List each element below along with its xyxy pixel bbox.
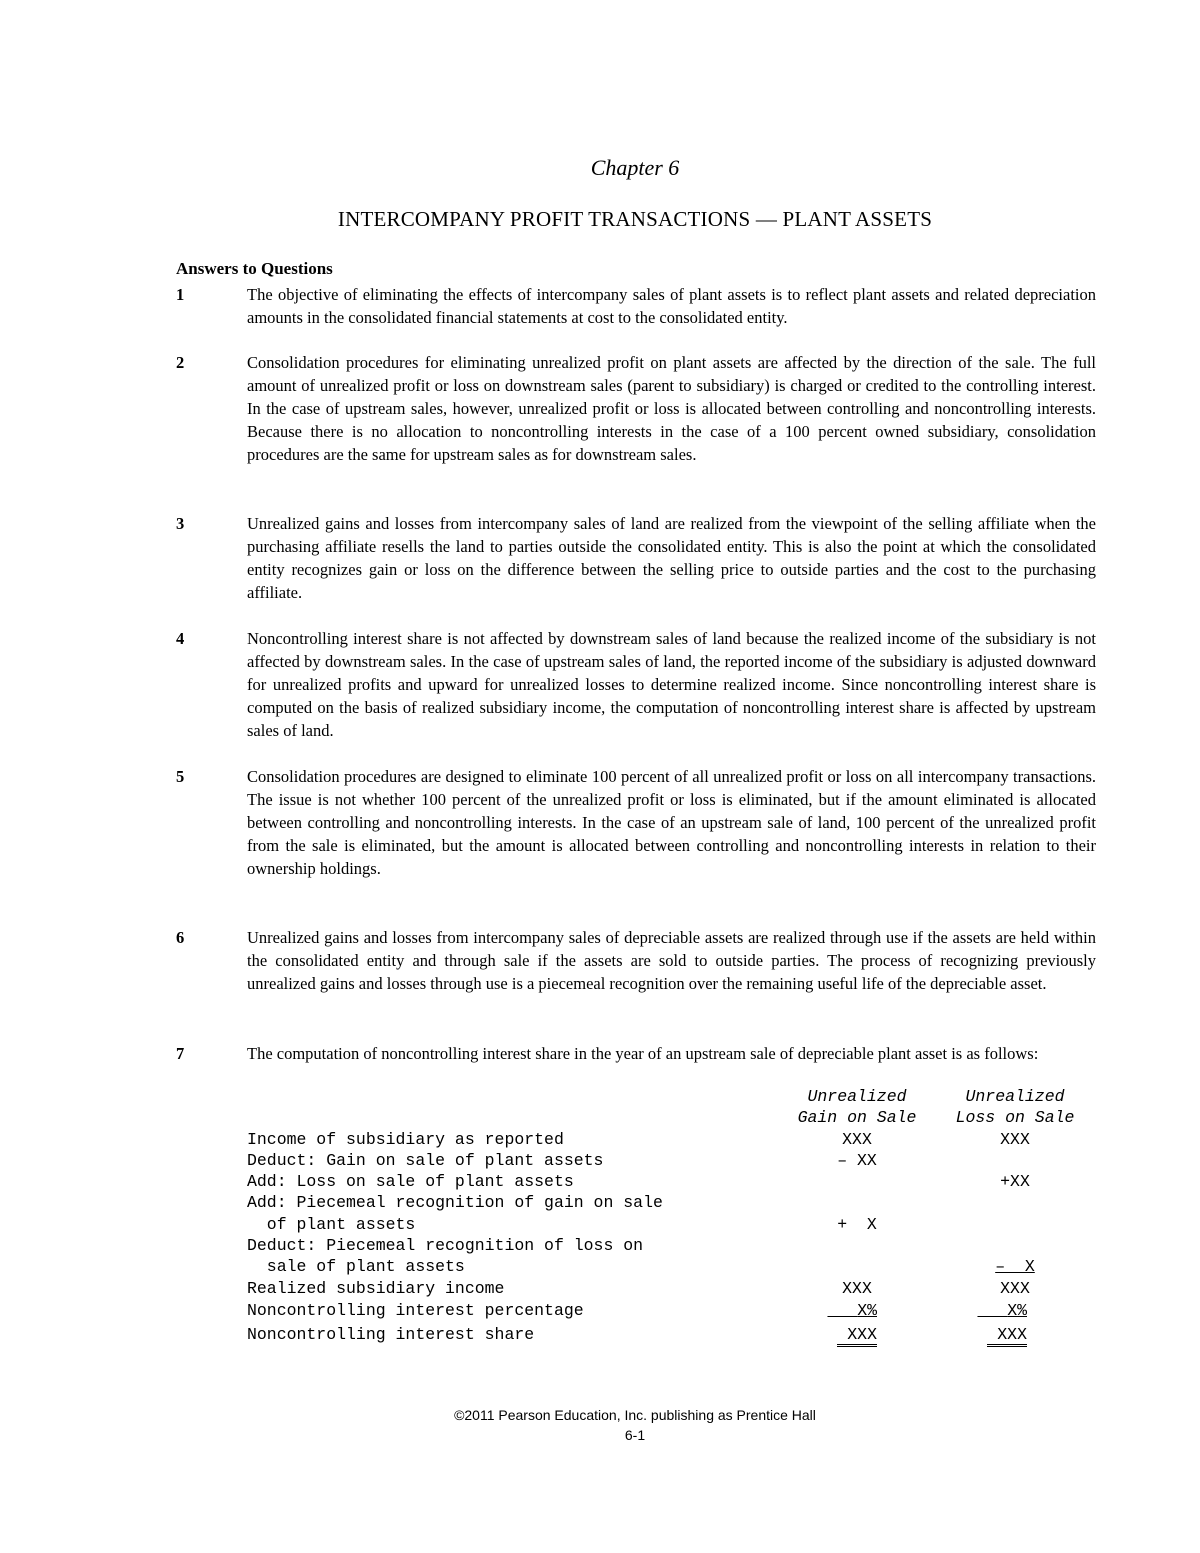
row-label: Deduct: Piecemeal recognition of loss on xyxy=(247,1236,644,1256)
computation-row xyxy=(247,1150,1107,1171)
row-label xyxy=(247,1299,584,1323)
col1-header-line1: Unrealized xyxy=(807,1087,907,1106)
row-label xyxy=(247,1323,534,1347)
row-label: Income of subsidiary as reported xyxy=(247,1129,564,1149)
chapter-label: Chapter 6 xyxy=(590,155,680,180)
row-loss-value-text: X% xyxy=(1007,1300,1027,1320)
row-gain-value-wrap xyxy=(787,1323,877,1347)
row-loss-value: XXX xyxy=(1000,1278,1030,1298)
row-gain-value: XXX xyxy=(842,1129,872,1149)
computation-row xyxy=(247,1171,1107,1192)
computation-row xyxy=(247,1299,1107,1323)
copyright-notice: ©2011 Pearson Education, Inc. publishing as Prentice Hall xyxy=(454,1407,816,1423)
row-loss-value xyxy=(987,1326,1027,1347)
row-loss-value: – X xyxy=(995,1257,1035,1277)
row-label: Realized subsidiary income xyxy=(247,1278,505,1298)
row-label: sale of plant assets xyxy=(247,1257,465,1277)
row-label-part-b: interest share xyxy=(385,1324,535,1344)
answer-number: 7 xyxy=(176,1044,185,1063)
computation-header-row xyxy=(247,1107,1107,1128)
computation-row xyxy=(247,1256,1107,1277)
row-gain-value-text: XXX xyxy=(847,1324,877,1344)
row-loss-value-text: XXX xyxy=(997,1324,1027,1344)
answer-text: Unrealized gains and losses from intercompany sales of depreciable assets are realized through use if the assets are held within the consolidated entity and through sale if the assets are sold to outside parties. The process of recognizing previously unrealized gains and losses through use is a piecemeal recognition over the remaining useful life of the depreciable asset. xyxy=(247,928,1096,993)
row-label: Add: Loss on sale of plant assets xyxy=(247,1172,574,1192)
computation-row xyxy=(247,1129,1107,1150)
answer-number: 4 xyxy=(176,629,185,648)
row-loss-value: XXX xyxy=(1000,1129,1030,1149)
answer-item xyxy=(176,512,1096,604)
row-gain-value-text: X% xyxy=(857,1300,877,1320)
answer-item xyxy=(176,926,1096,995)
row-label-part-a: Noncontrolling xyxy=(247,1300,386,1320)
computation-row xyxy=(247,1214,1107,1235)
row-loss-value: +XX xyxy=(1000,1172,1030,1192)
section-heading: Answers to Questions xyxy=(176,259,333,278)
computation-header-row xyxy=(247,1086,1107,1107)
row-label-part-a: Noncontrolling xyxy=(247,1324,386,1344)
row-loss-value-wrap xyxy=(947,1323,1027,1347)
row-label: Add: Piecemeal recognition of gain on sale xyxy=(247,1193,663,1213)
answer-item xyxy=(176,765,1096,880)
answer-text: Consolidation procedures for eliminating unrealized profit on plant assets are affected by the direction of the sale. The full amount of unrealized profit or loss on downstream sales (parent to subsidiary) is charged or credited to the controlling interest. In the case of upstream sales, however, unrealized profit or loss is allocated between controlling and noncontrolling interests. Because there is no allocation to noncontrolling interests in the case of a 100 percent owned subsidiary, consolidation procedures are the same for upstream sales as for downstream sales. xyxy=(247,353,1096,464)
row-label: of plant assets xyxy=(247,1214,416,1234)
chapter-title: INTERCOMPANY PROFIT TRANSACTIONS — PLANT ASSETS xyxy=(337,207,933,231)
row-label-part-b: interest percentage xyxy=(385,1300,584,1320)
col2-header-line2: Loss on Sale xyxy=(955,1108,1075,1128)
row-loss-value xyxy=(977,1299,1027,1323)
answer-number: 1 xyxy=(176,285,185,304)
row-gain-value: + X xyxy=(837,1214,877,1234)
answer-item xyxy=(176,283,1096,329)
computation-row xyxy=(247,1235,1107,1256)
answer-number: 2 xyxy=(176,353,185,372)
computation-row xyxy=(247,1192,1107,1213)
computation-row xyxy=(247,1278,1107,1299)
row-gain-value-wrap xyxy=(787,1299,877,1323)
row-gain-value: – XX xyxy=(837,1150,877,1170)
answer-text: The computation of noncontrolling interest share in the year of an upstream sale of depreciable plant asset is as follows: xyxy=(247,1044,1039,1063)
page-footer xyxy=(0,1405,1200,1445)
computation-table xyxy=(247,1086,1107,1347)
answer-number: 5 xyxy=(176,767,185,786)
answer-number: 3 xyxy=(176,514,185,533)
answer-text: Consolidation procedures are designed to eliminate 100 percent of all unrealized profit or loss on all intercompany transactions. The issue is not whether 100 percent of the unrealized profit or loss is eliminated, but if the amount eliminated is allocated between controlling and noncontrolling interests. In the case of an upstream sale of land, 100 percent of the unrealized profit from the sale is eliminated, but the amount is allocated between controlling and noncontrolling interests in relation to their ownership holdings. xyxy=(247,767,1096,878)
row-loss-value-wrap xyxy=(947,1299,1027,1323)
row-gain-value xyxy=(827,1299,877,1323)
row-label: Deduct: Gain on sale of plant assets xyxy=(247,1150,604,1170)
answer-text: Noncontrolling interest share is not affected by downstream sales of land because the realized income of the subsidiary is not affected by downstream sales. In the case of upstream sales of land, the reported income of the subsidiary is adjusted downward for unrealized profits and upward for unrealized losses to determine realized income. Since noncontrolling interest share is computed on the basis of realized subsidiary income, the computation of noncontrolling interest share is affected by upstream sales of land. xyxy=(247,629,1096,740)
answer-number: 6 xyxy=(176,928,185,947)
row-gain-value: XXX xyxy=(842,1278,872,1298)
col2-header-line1: Unrealized xyxy=(965,1087,1065,1106)
answer-item xyxy=(176,1042,1096,1065)
col1-header-line2: Gain on Sale xyxy=(797,1108,917,1128)
row-loss-value-wrap xyxy=(945,1256,1085,1277)
answer-item xyxy=(176,351,1096,466)
answer-text: The objective of eliminating the effects of intercompany sales of plant assets is to reflect plant assets and related depreciation amounts in the consolidated financial statements at cost to the consolidated entity. xyxy=(247,285,1096,327)
answer-text: Unrealized gains and losses from intercompany sales of land are realized from the viewpoint of the selling affiliate when the purchasing affiliate resells the land to parties outside the consolidated entity. This is also the point at which the consolidated entity recognizes gain or loss on the difference between the selling price to outside parties and the cost to the purchasing affiliate. xyxy=(247,514,1096,602)
answer-item xyxy=(176,627,1096,742)
row-gain-value xyxy=(837,1326,877,1347)
computation-row xyxy=(247,1323,1107,1347)
page-number: 6-1 xyxy=(624,1427,646,1443)
